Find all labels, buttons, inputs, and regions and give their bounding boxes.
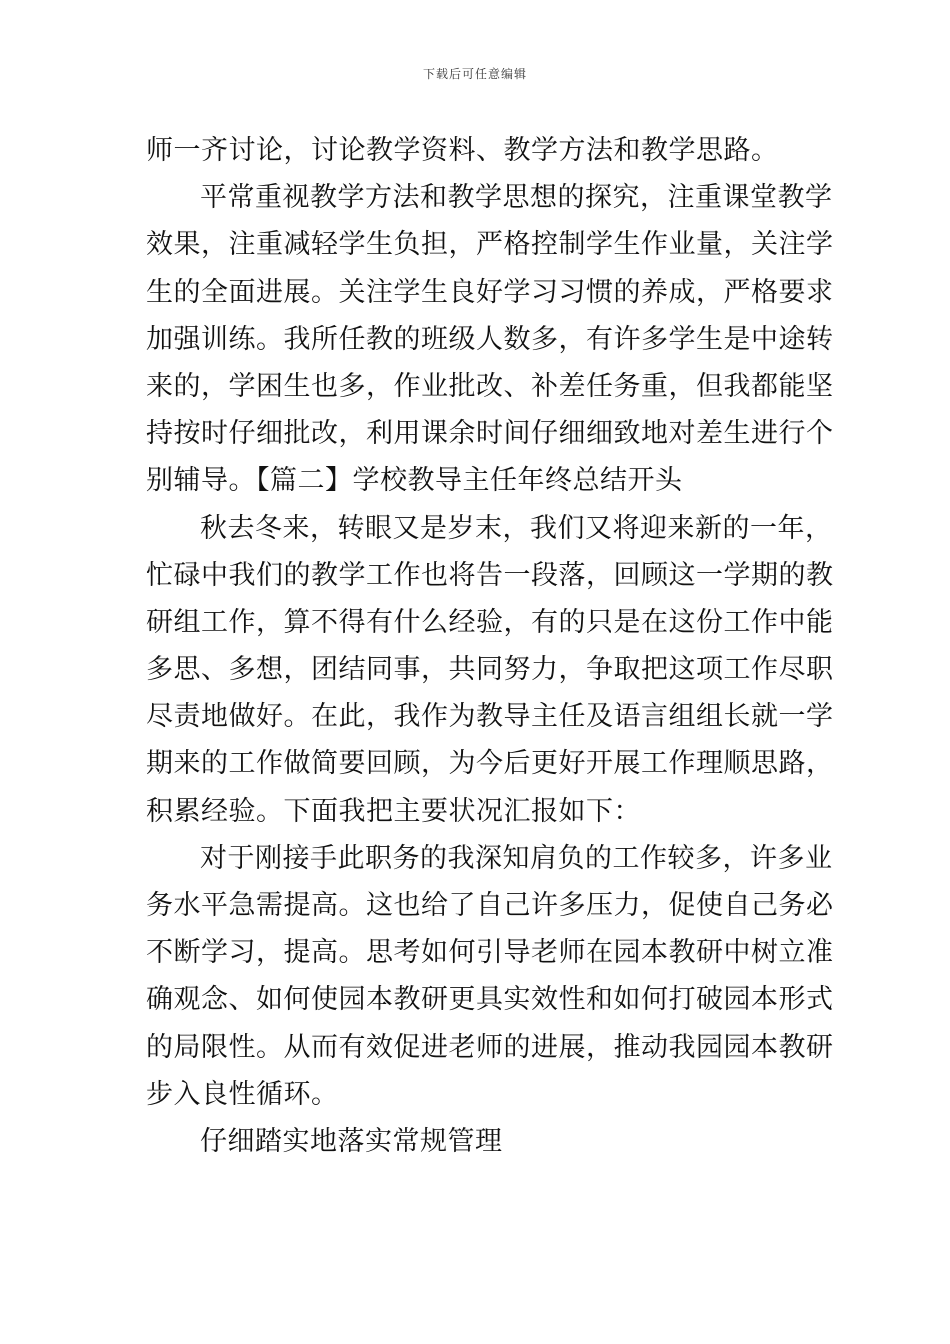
text-line: 步入良性循环。 [146,1078,339,1110]
text-line: 仔细踏实地落实常规管理 [200,1125,503,1157]
text-line: 不断学习，提高。思考如何引导老师在园本教研中树立准 [146,937,834,969]
text-line: 研组工作，算不得有什么经验，有的只是在这份工作中能 [146,606,834,638]
text-line: 多思、多想，团结同事，共同努力，争取把这项工作尽职 [146,654,834,686]
text-line: 忙碌中我们的教学工作也将告一段落，回顾这一学期的教 [146,559,834,591]
text-line: 别辅导。【篇二】学校教导主任年终总结开头 [146,465,683,497]
text-line: 加强训练。我所任教的班级人数多，有许多学生是中途转 [146,323,834,355]
text-line: 秋去冬来，转眼又是岁末，我们又将迎来新的一年， [200,512,833,544]
text-line: 效果，注重减轻学生负担，严格控制学生作业量，关注学 [146,229,834,261]
text-line: 尽责地做好。在此，我作为教导主任及语言组组长就一学 [146,701,834,733]
text-line: 对于刚接手此职务的我深知肩负的工作较多，许多业 [200,842,833,874]
text-line: 师一齐讨论，讨论教学资料、教学方法和教学思路。 [146,135,779,166]
text-line: 平常重视教学方法和教学思想的探究，注重课堂教学 [200,182,833,214]
text-line: 持按时仔细批改，利用课余时间仔细细致地对差生进行个 [146,418,834,450]
body-text [146,127,834,1165]
text-line: 期来的工作做简要回顾，为今后更好开展工作理顺思路， [146,748,834,780]
text-line: 来的，学困生也多，作业批改、补差任务重，但我都能坚 [146,370,834,402]
text-line: 确观念、如何使园本教研更具实效性和如何打破园本形式 [146,984,834,1016]
text-line: 生的全面进展。关注学生良好学习习惯的养成，严格要求 [146,276,834,308]
text-line: 积累经验。下面我把主要状况汇报如下： [146,795,641,827]
text-line: 务水平急需提高。这也给了自己许多压力，促使自己务必 [146,890,834,921]
text-line: 的局限性。从而有效促进老师的进展，推动我园园本教研 [146,1031,834,1063]
header-note: 下载后可任意编辑 [422,67,527,81]
